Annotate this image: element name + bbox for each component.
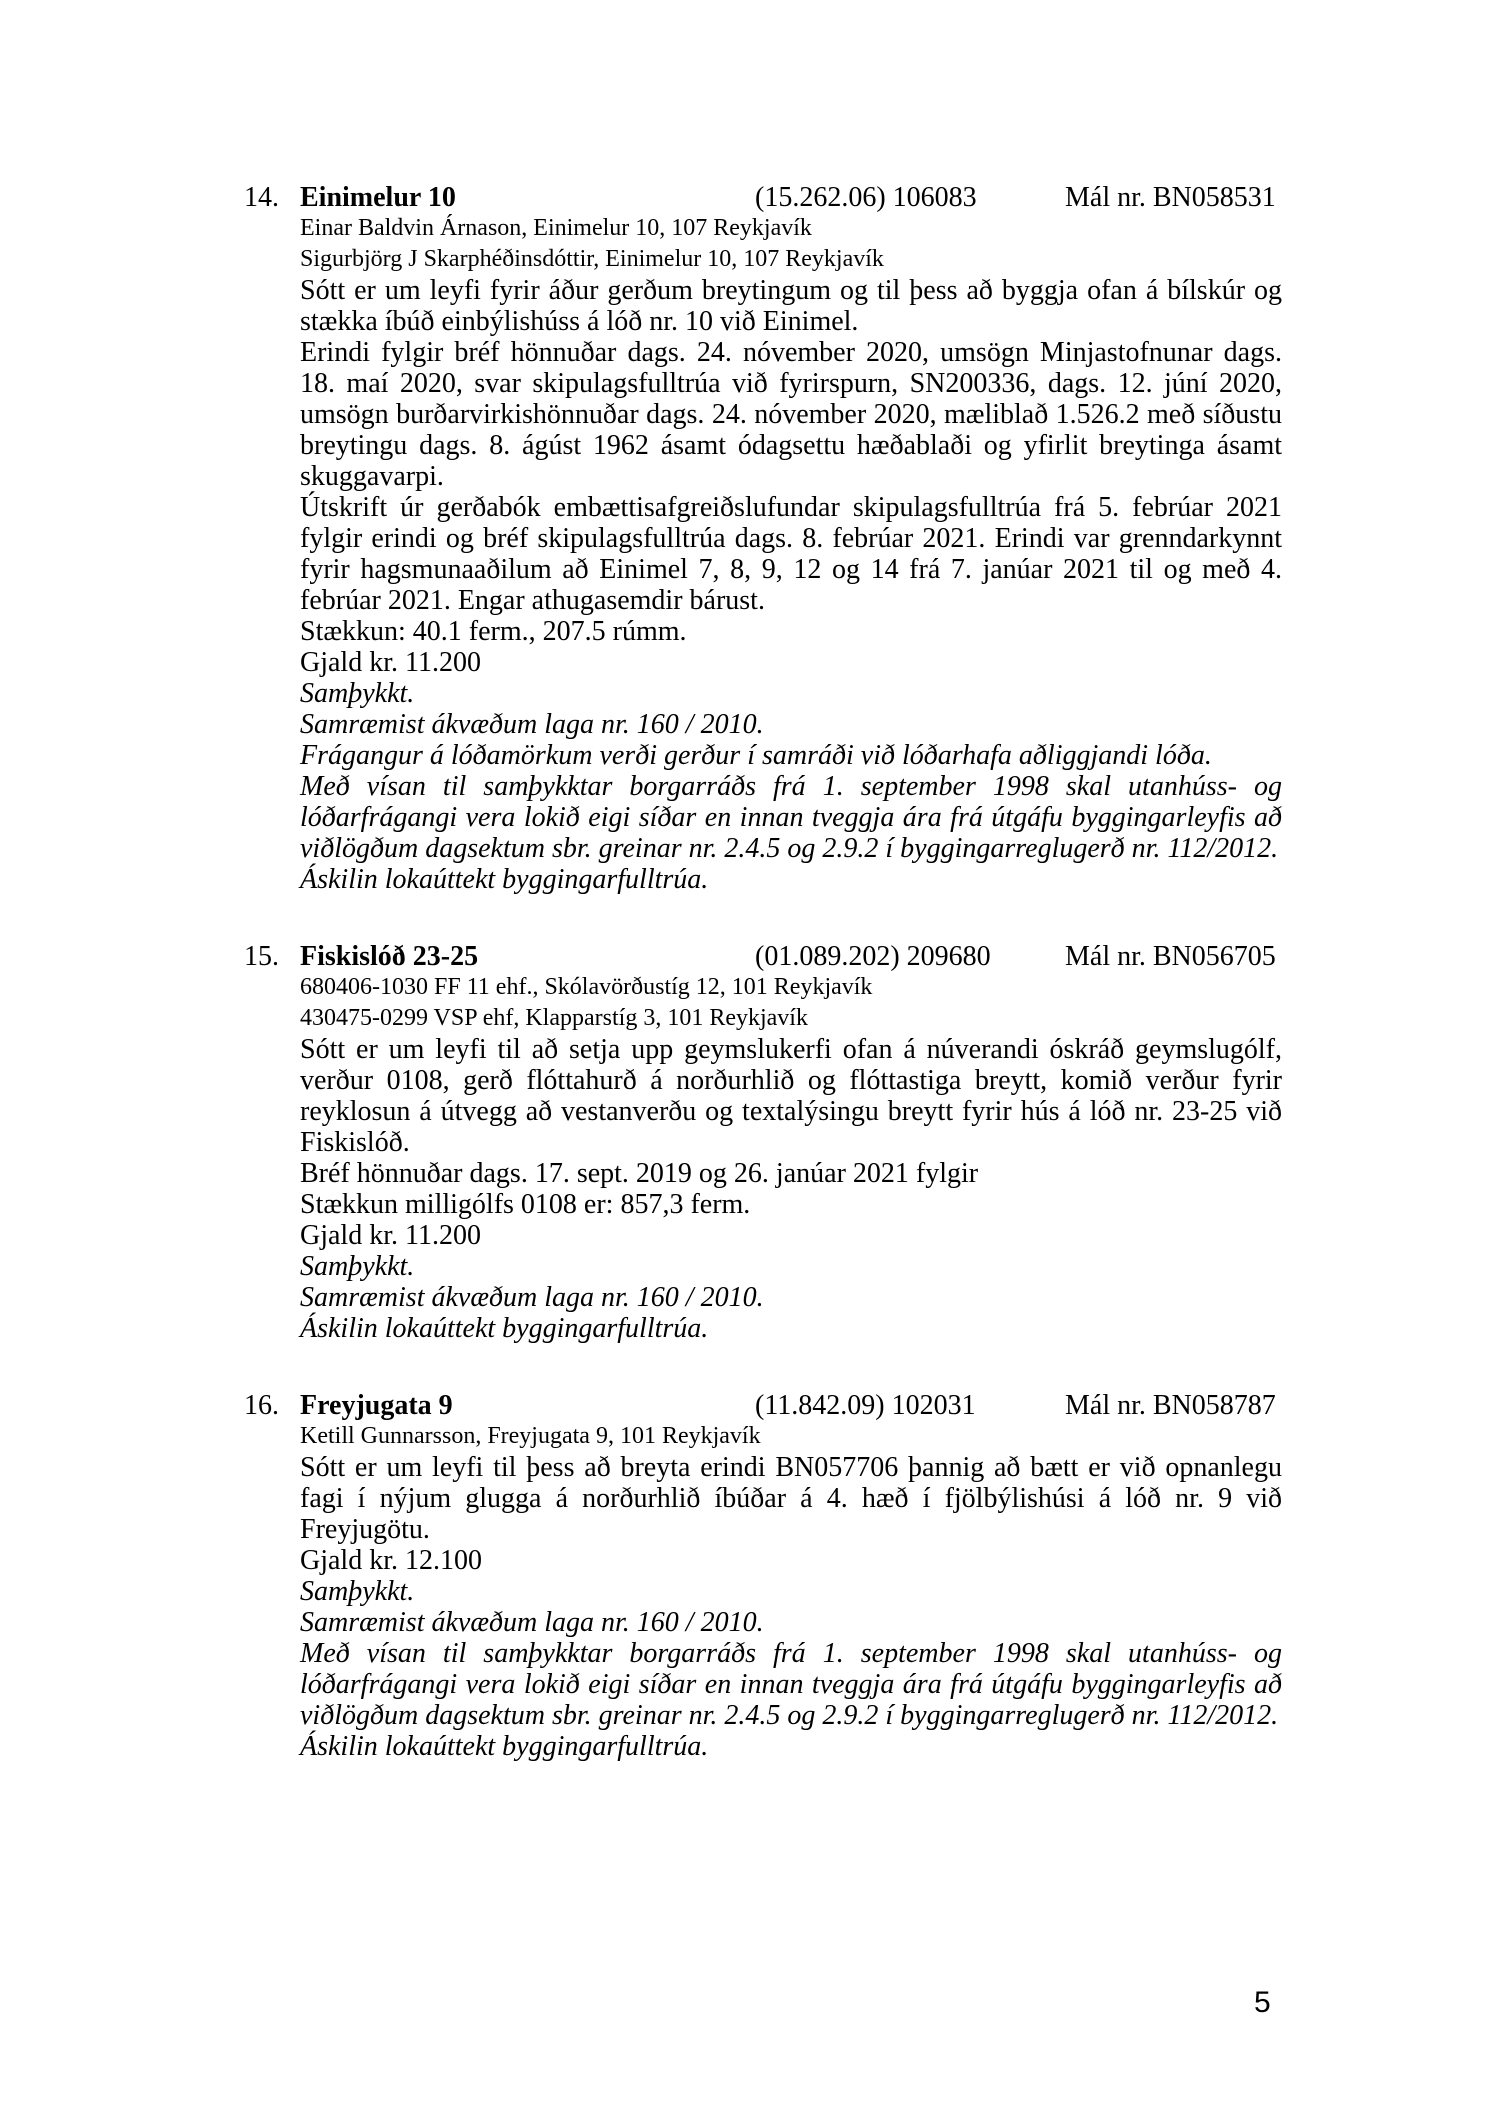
item-title: Freyjugata 9 — [300, 1390, 453, 1421]
case-number: Mál nr. BN058531 — [1065, 182, 1276, 213]
address-line: 430475-0299 VSP ehf, Klapparstíg 3, 101 Reykjavík — [300, 1005, 808, 1031]
case-header — [244, 182, 1282, 213]
item-paragraph: Gjald kr. 11.200 — [300, 1220, 481, 1251]
case-header — [244, 1390, 1282, 1421]
item-number: 14. — [244, 182, 279, 213]
decision-note: Samræmist ákvæðum laga nr. 160 / 2010. — [300, 1607, 764, 1638]
page-number: 5 — [1254, 1986, 1271, 2019]
decision-note: Áskilin lokaúttekt byggingarfulltrúa. — [300, 864, 709, 895]
minutes-content — [244, 182, 1282, 1808]
address-line: Einar Baldvin Árnason, Einimelur 10, 107 Reykjavík — [300, 215, 812, 241]
item-paragraph: Gjald kr. 12.100 — [300, 1545, 482, 1576]
item-paragraph: Gjald kr. 11.200 — [300, 647, 481, 678]
case-number: Mál nr. BN056705 — [1065, 941, 1276, 972]
item-reference: (11.842.09) 102031 — [755, 1390, 976, 1421]
address-line: Sigurbjörg J Skarphéðinsdóttir, Einimelur 10, 107 Reykjavík — [300, 246, 884, 272]
item-title: Fiskislóð 23-25 — [300, 941, 479, 972]
item-number: 16. — [244, 1390, 279, 1421]
item-reference: (15.262.06) 106083 — [755, 182, 977, 213]
decision-note: Með vísan til samþykktar borgarráðs frá 1. september 1998 skal utanhúss- og lóðarfrágangi vera lokið eigi síðar en innan tveggja ára frá útgáfu byggingarleyfis að viðlögðum dagsektum sbr. greinar nr. 2.4.5 og 2.9.2 í byggingarreglugerð nr. 112/2012. — [300, 1638, 1282, 1731]
address-line: 680406-1030 FF 11 ehf., Skólavörðustíg 12, 101 Reykjavík — [300, 974, 873, 1000]
case-item-14 — [244, 182, 1282, 895]
item-reference: (01.089.202) 209680 — [755, 941, 991, 972]
decision-note: Áskilin lokaúttekt byggingarfulltrúa. — [300, 1313, 709, 1344]
item-paragraph: Sótt er um leyfi til að setja upp geymslukerfi ofan á núverandi óskráð geymslugólf, verður 0108, gerð flóttahurð á norðurhlið og flóttastiga breytt, komið verður fyrir reyklosun á útvegg að vestanverðu og textalýsingu breytt fyrir hús á lóð nr. 23-25 við Fiskislóð. — [300, 1034, 1282, 1158]
decision-note: Frágangur á lóðamörkum verði gerður í samráði við lóðarhafa aðliggjandi lóða. — [300, 740, 1212, 771]
decision-note: Samræmist ákvæðum laga nr. 160 / 2010. — [300, 1282, 764, 1313]
decision-note: Áskilin lokaúttekt byggingarfulltrúa. — [300, 1731, 709, 1762]
decision-note: Samþykkt. — [300, 1576, 415, 1607]
address-line: Ketill Gunnarsson, Freyjugata 9, 101 Reykjavík — [300, 1423, 761, 1449]
decision-note: Samræmist ákvæðum laga nr. 160 / 2010. — [300, 709, 764, 740]
item-paragraph: Stækkun: 40.1 ferm., 207.5 rúmm. — [300, 616, 687, 647]
case-item-16 — [244, 1390, 1282, 1762]
item-paragraph: Bréf hönnuðar dags. 17. sept. 2019 og 26. janúar 2021 fylgir — [300, 1158, 979, 1189]
item-paragraph: Sótt er um leyfi fyrir áður gerðum breytingum og til þess að byggja ofan á bílskúr og stækka íbúð einbýlishúss á lóð nr. 10 við Einimel. — [300, 275, 1282, 337]
item-title: Einimelur 10 — [300, 182, 456, 213]
item-paragraph: Sótt er um leyfi til þess að breyta erindi BN057706 þannig að bætt er við opnanlegu fagi í nýjum glugga á norðurhlið íbúðar á 4. hæð í fjölbýlishúsi á lóð nr. 9 við Freyjugötu. — [300, 1452, 1282, 1545]
item-paragraph: Erindi fylgir bréf hönnuðar dags. 24. nóvember 2020, umsögn Minjastofnunar dags. 18. maí 2020, svar skipulagsfulltrúa við fyrirspurn, SN200336, dags. 12. júní 2020, umsögn burðarvirkishönnuðar dags. 24. nóvember 2020, mæliblað 1.526.2 með síðustu breytingu dags. 8. ágúst 1962 ásamt ódagsettu hæðablaði og yfirlit breytinga ásamt skuggavarpi. — [300, 337, 1282, 492]
case-header — [244, 941, 1282, 972]
case-number: Mál nr. BN058787 — [1065, 1390, 1276, 1421]
item-paragraph: Stækkun milligólfs 0108 er: 857,3 ferm. — [300, 1189, 751, 1220]
item-number: 15. — [244, 941, 279, 972]
item-paragraph: Útskrift úr gerðabók embættisafgreiðslufundar skipulagsfulltrúa frá 5. febrúar 2021 fylgir erindi og bréf skipulagsfulltrúa dags. 8. febrúar 2021. Erindi var grenndarkynnt fyrir hagsmunaaðilum að Einimel 7, 8, 9, 12 og 14 frá 7. janúar 2021 til og með 4. febrúar 2021. Engar athugasemdir bárust. — [300, 492, 1282, 616]
case-item-15 — [244, 941, 1282, 1344]
decision-note: Samþykkt. — [300, 1251, 415, 1282]
decision-note: Með vísan til samþykktar borgarráðs frá 1. september 1998 skal utanhúss- og lóðarfrágangi vera lokið eigi síðar en innan tveggja ára frá útgáfu byggingarleyfis að viðlögðum dagsektum sbr. greinar nr. 2.4.5 og 2.9.2 í byggingarreglugerð nr. 112/2012. — [300, 771, 1282, 864]
decision-note: Samþykkt. — [300, 678, 415, 709]
